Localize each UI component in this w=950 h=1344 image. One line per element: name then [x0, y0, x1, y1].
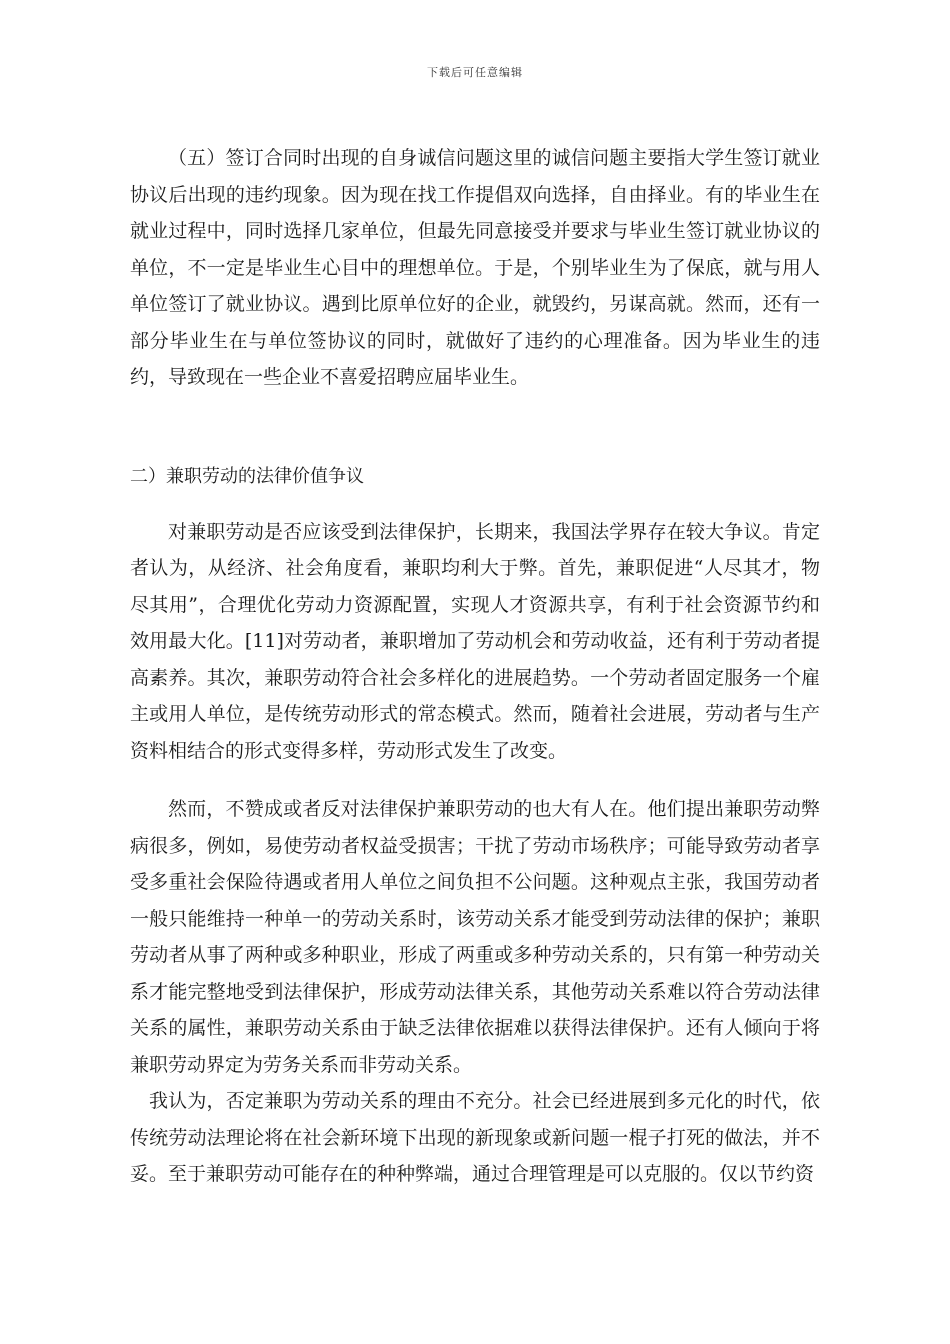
page-header: 下载后可任意编辑 [427, 66, 523, 79]
paragraph-supporters: 对兼职劳动是否应该受到法律保护，长期来，我国法学界存在较大争议。肯定者认为，从经济、社会角度看，兼职均利大于弊。首先，兼职促进“人尽其才，物尽其用”，合理优化劳动力资源配置，实现人才资源共享，有利于社会资源节约和效用最大化。[11]对劳动者，兼职增加了劳动机会和劳动收益，还有利于劳动者提高素养。其次，兼职劳动符合社会多样化的进展趋势。一个劳动者固定服务一个雇主或用人单位，是传统劳动形式的常态模式。然而，随着社会进展，劳动者与生产资料相结合的形式变得多样，劳动形式发生了改变。 [130, 520, 820, 762]
spacer [130, 396, 820, 462]
spacer [130, 769, 820, 791]
section-heading: 二）兼职劳动的法律价值争议 [130, 465, 364, 487]
document-body [130, 140, 820, 1193]
paragraph-opponents: 然而，不赞成或者反对法律保护兼职劳动的也大有人在。他们提出兼职劳动弊病很多，例如，易使劳动者权益受损害；干扰了劳动市场秩序；可能导致劳动者享受多重社会保险待遇或者用人单位之间负担不公问题。这种观点主张，我国劳动者一般只能维持一种单一的劳动关系时，该劳动关系才能受到劳动法律的保护；兼职劳动者从事了两种或多种职业，形成了两重或多种劳动关系的，只有第一种劳动关系才能完整地受到法律保护，形成劳动法律关系，其他劳动关系难以符合劳动法律关系的属性，兼职劳动关系由于缺乏法律依据难以获得法律保护。还有人倾向于将兼职劳动界定为劳务关系而非劳动关系。 [130, 798, 820, 1076]
spacer [130, 492, 820, 514]
paragraph-author-view: 我认为，否定兼职为劳动关系的理由不充分。社会已经进展到多元化的时代，依传统劳动法理论将在社会新环境下出现的新现象或新问题一棍子打死的做法，并不妥。至于兼职劳动可能存在的种种弊端，通过合理管理是可以克服的。仅以节约资 [130, 1090, 820, 1185]
paragraph-integrity-issue: （五）签订合同时出现的自身诚信问题这里的诚信问题主要指大学生签订就业协议后出现的违约现象。因为现在找工作提倡双向选择，自由择业。有的毕业生在就业过程中，同时选择几家单位，但最先同意接受并要求与毕业生签订就业协议的单位，不一定是毕业生心目中的理想单位。于是，个别毕业生为了保底，就与用人单位签订了就业协议。遇到比原单位好的企业，就毁约，另谋高就。然而，还有一部分毕业生在与单位签协议的同时，就做好了违约的心理准备。因为毕业生的违约，导致现在一些企业不喜爱招聘应届毕业生。 [130, 147, 820, 388]
